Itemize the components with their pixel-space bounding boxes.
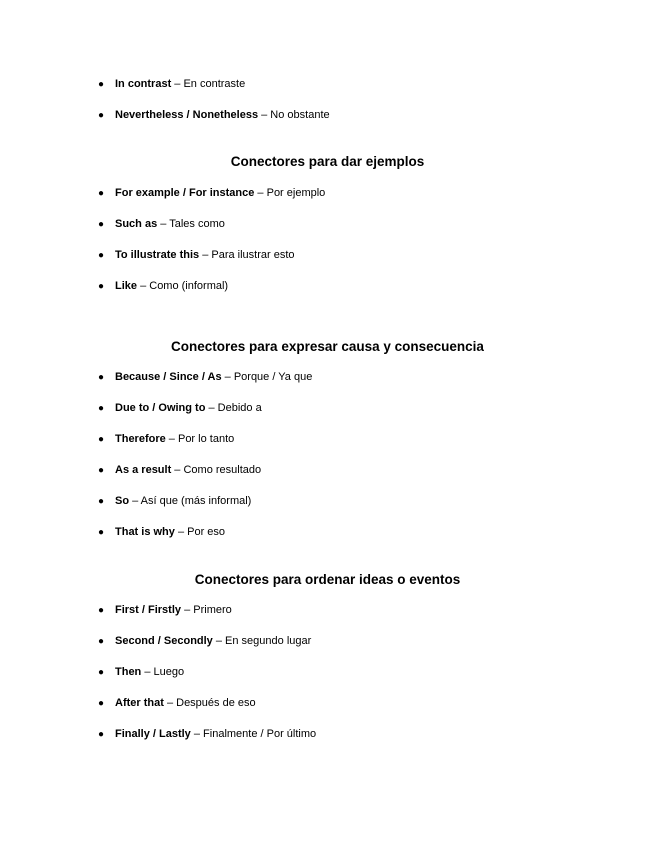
connector-translation: – Para ilustrar esto	[199, 249, 295, 261]
connector-term: Nevertheless / Nonetheless	[115, 109, 259, 121]
list-item	[98, 248, 295, 263]
list-item	[98, 634, 311, 649]
section-heading: Conectores para dar ejemplos	[230, 154, 425, 169]
connector-translation: – Luego	[141, 666, 185, 678]
connector-translation: – En segundo lugar	[212, 635, 312, 647]
bullet-icon: ●	[98, 636, 105, 647]
connector-translation: – Finalmente / Por último	[190, 728, 317, 740]
connector-translation: – Tales como	[157, 218, 225, 230]
list-item	[98, 108, 330, 123]
connector-term: Such as	[115, 218, 158, 230]
list-item	[98, 432, 234, 447]
list-item	[98, 727, 316, 742]
bullet-icon: ●	[98, 79, 105, 90]
connector-term: Because / Since / As	[115, 371, 222, 383]
bullet-icon: ●	[98, 372, 105, 383]
connector-term: For example / For instance	[115, 187, 255, 199]
bullet-icon: ●	[98, 698, 105, 709]
connector-translation: – Después de eso	[163, 697, 256, 709]
connector-translation: – Por ejemplo	[254, 187, 326, 199]
connector-translation: – Porque / Ya que	[221, 371, 313, 383]
connector-translation: – Por eso	[174, 526, 226, 538]
list-item	[98, 525, 225, 540]
connector-term: First / Firstly	[115, 604, 182, 616]
list-item	[98, 603, 232, 618]
connector-translation: – En contraste	[171, 78, 246, 90]
connector-term: After that	[115, 697, 164, 709]
connector-term: Finally / Lastly	[115, 728, 191, 740]
connector-term: Second / Secondly	[115, 635, 213, 647]
connector-term: Due to / Owing to	[115, 402, 206, 414]
section-heading: Conectores para expresar causa y consecuencia	[171, 339, 484, 354]
list-item	[98, 696, 256, 711]
bullet-icon: ●	[98, 667, 105, 678]
connector-term: That is why	[115, 526, 175, 538]
connector-translation: – Como (informal)	[137, 280, 229, 292]
connector-term: In contrast	[115, 78, 172, 90]
bullet-icon: ●	[98, 250, 105, 261]
connector-term: So	[115, 495, 130, 507]
bullet-icon: ●	[98, 729, 105, 740]
connector-term: Then	[115, 666, 142, 678]
bullet-icon: ●	[98, 465, 105, 476]
bullet-icon: ●	[98, 403, 105, 414]
connector-term: As a result	[115, 464, 172, 476]
connector-translation: – Primero	[181, 604, 232, 616]
connector-translation: – Como resultado	[171, 464, 262, 476]
connector-term: Like	[115, 280, 138, 292]
connector-translation: – Así que (más informal)	[129, 495, 252, 507]
list-item	[98, 217, 225, 232]
connector-translation: – Por lo tanto	[165, 433, 235, 445]
list-item	[98, 463, 261, 478]
list-item	[98, 279, 228, 294]
connector-translation: – Debido a	[205, 402, 262, 414]
bullet-icon: ●	[98, 527, 105, 538]
list-item	[98, 401, 262, 416]
connector-term: To illustrate this	[115, 249, 200, 261]
bullet-icon: ●	[98, 219, 105, 230]
list-item	[98, 77, 245, 92]
list-item	[98, 665, 184, 680]
list-item	[98, 186, 325, 201]
bullet-icon: ●	[98, 110, 105, 121]
bullet-icon: ●	[98, 281, 105, 292]
bullet-icon: ●	[98, 605, 105, 616]
bullet-icon: ●	[98, 188, 105, 199]
list-item	[98, 494, 251, 509]
section-heading: Conectores para ordenar ideas o eventos	[194, 572, 461, 587]
bullet-icon: ●	[98, 434, 105, 445]
connector-term: Therefore	[115, 433, 166, 445]
bullet-icon: ●	[98, 496, 105, 507]
connector-translation: – No obstante	[258, 109, 330, 121]
list-item	[98, 370, 312, 385]
